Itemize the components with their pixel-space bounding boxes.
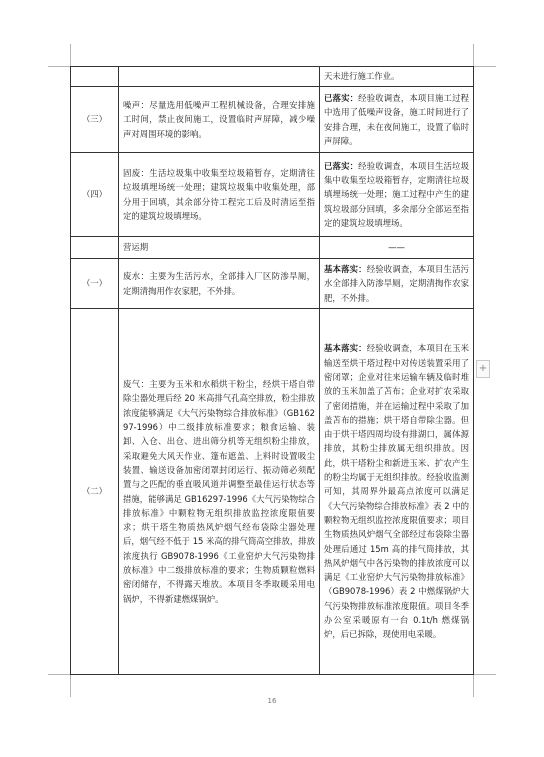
crop-mark bbox=[474, 66, 496, 67]
crop-mark bbox=[48, 66, 70, 67]
dash-placeholder: —— bbox=[388, 242, 405, 253]
section-heading: 营运期 bbox=[119, 237, 320, 259]
page-number: 16 bbox=[267, 697, 277, 705]
crop-mark bbox=[474, 674, 496, 675]
table-row bbox=[71, 237, 474, 259]
row-content: 废气：主要为玉米和水稻烘干粉尘，经烘干塔自带除尘器处理后经 20 米高排气孔高空排放，粉尘排放浓度能够满足《大气污染物综合排放标准》（GB16297-1996）中二级排放标准要求；粮食运输、装卸、入仓、出仓、进出筛分机等无组织粉尘排放，采取避免大风天作业、篷布遮盖、上料时设置吸尘装置、输送设备加密闭罩封闭运行、振动筛必须配置与之匹配的垂直吸风道并调整至最佳运行状态等措施，能够满足 GB16297-1996《大气污染物综合排放标准》中颗粒物无组织排放监控浓度限值要求；烘干塔生物质热风炉烟气经布袋除尘器处理后，烟气经不低于 15 米高的排气筒高空排放，排放浓度执行 GB9078-1996《工业窑炉大气污染物排放标准》中二级排放标准的要求；生物质颗粒燃料密闭储存，不得露天堆放。本项目冬季取暖采用电锅炉，不得新建燃煤锅炉。 bbox=[119, 309, 320, 675]
crop-mark bbox=[473, 44, 474, 66]
table-row bbox=[71, 67, 474, 87]
row-result bbox=[320, 153, 474, 237]
result-prefix: 已落实： bbox=[324, 92, 359, 103]
crop-mark bbox=[70, 44, 71, 66]
table-row bbox=[71, 309, 474, 675]
result-prefix: 基本落实： bbox=[324, 343, 367, 354]
row-content: 固废：生活垃圾集中收集至垃圾箱暂存，定期清往垃圾填埋场统一处理；建筑垃圾集中收集处理，部分用于回填，其余部分待工程完工后及时清运至指定的建筑垃圾填埋场。 bbox=[119, 153, 320, 237]
table-row bbox=[71, 259, 474, 309]
result-text: 经验收调查，本项目在玉米输送至烘干塔过程中对传送装置采用了密闭罩；企业对往来运输车辆及临时堆放的玉米加盖了苫布；企业对扩农采取了密闭措施，并在运输过程中采取了加盖苫布的措施；烘干塔自带除尘器。但由于烘干塔四周均设有排湖口，属体源排放，其粉尘排放属无组织排放。因此，烘干塔粉尘和新进玉米、扩农产生的粉尘均属于无组织排放。经验收监测可知，其周界外最高点浓度可以满足《大气污染物综合排放标准》表 2 中的颗粒物无组织监控浓度限值要求；项目生物质热风炉烟气全部经过布袋除尘器处理后通过 15m 高的排气筒排放，其热风炉烟气中各污染物的排放浓度可以满足《工业窑炉大气污染物排放标准》（GB9078-1996）表 2 中燃煤锅炉大气污染物排放标准浓度限值。项目冬季办公室采暖原有一台 0.1t/h 燃煤锅炉，后已拆除，现使用电采暖。 bbox=[324, 343, 470, 640]
result-text: 天未进行施工作业。 bbox=[324, 71, 400, 82]
row-label: （一） bbox=[71, 259, 119, 309]
row-result bbox=[320, 237, 474, 259]
row-label bbox=[71, 237, 119, 259]
table-row bbox=[71, 87, 474, 153]
result-text: 经验收调查，本项目施工过程中选用了低噪声设备，施工时间进行了安排合理，未在夜间施工，设置了临时声屏障。 bbox=[324, 92, 469, 146]
result-prefix: 已落实： bbox=[324, 160, 359, 171]
row-result bbox=[320, 309, 474, 675]
acceptance-table bbox=[70, 66, 474, 675]
row-content: 废水：主要为生活污水，全部排入厂区防渗旱厕，定期清掏用作农家肥，不外排。 bbox=[119, 259, 320, 309]
expand-plus-button[interactable]: + bbox=[476, 360, 490, 378]
row-result bbox=[320, 259, 474, 309]
row-label: （二） bbox=[71, 309, 119, 675]
row-label: （四） bbox=[71, 153, 119, 237]
result-text: 经验收调查，本项目生活污水全部排入防渗旱厕，定期清掏作农家肥，不外排。 bbox=[324, 264, 470, 303]
result-prefix: 基本落实： bbox=[324, 264, 367, 275]
result-text: 经验收调查，本项目生活垃圾集中收集至垃圾箱暂存，定期清往垃圾填埋场统一处理；施工过程中产生的建筑垃圾部分回填，多余部分全部运至指定的建筑垃圾填埋场。 bbox=[324, 160, 469, 228]
row-result bbox=[320, 87, 474, 153]
row-content bbox=[119, 67, 320, 87]
row-label bbox=[71, 67, 119, 87]
crop-mark bbox=[48, 674, 70, 675]
crop-mark bbox=[70, 675, 71, 697]
row-result bbox=[320, 67, 474, 87]
crop-mark bbox=[473, 675, 474, 697]
row-label: （三） bbox=[71, 87, 119, 153]
row-content: 噪声：尽量选用低噪声工程机械设备，合理安排施工时间，禁止夜间施工，设置临时声屏障，减少噪声对周围环境的影响。 bbox=[119, 87, 320, 153]
table-row bbox=[71, 153, 474, 237]
